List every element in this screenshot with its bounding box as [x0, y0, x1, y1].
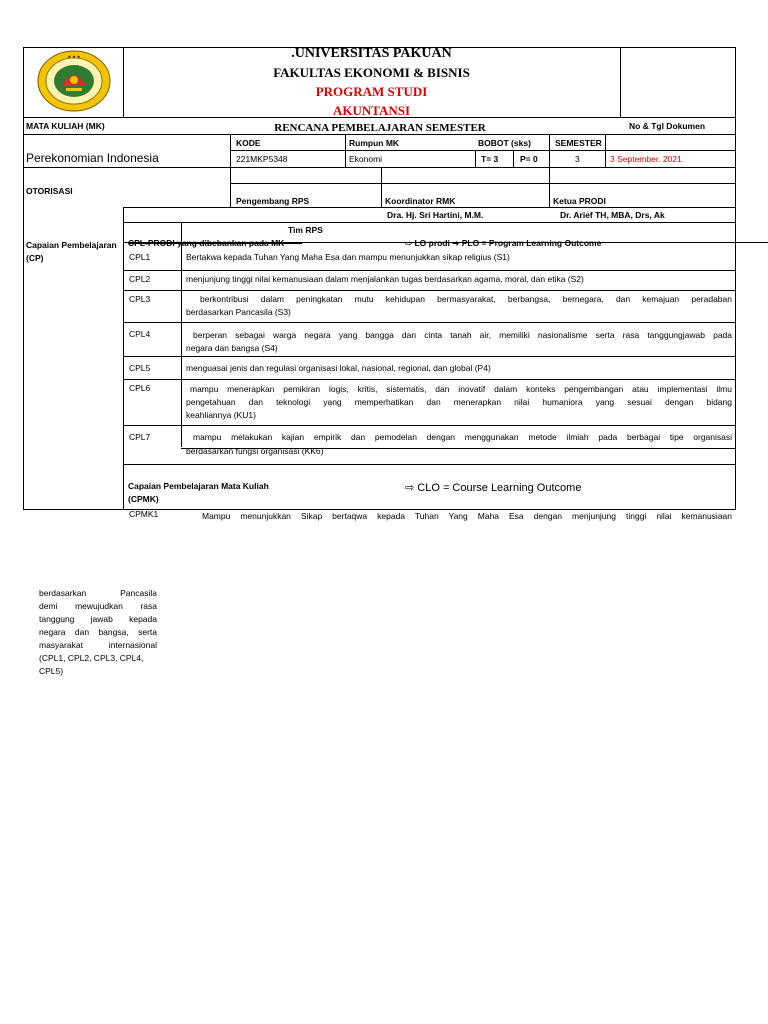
cpl4-code: CPL4: [129, 329, 151, 339]
cpl1-code: CPL1: [129, 252, 151, 262]
label-ketua: Ketua PRODI: [553, 196, 606, 206]
cpl3-text-line1: berkontribusi dalam peningkatan mutu kehidupan bermasyarakat, berbangsa, bernegara, dan kemajuan peradaban: [200, 294, 732, 304]
cpmk1-code: CPMK1: [129, 509, 159, 519]
cpmk-cont-line: negara dan bangsa, serta: [39, 627, 157, 637]
label-semester: SEMESTER: [555, 138, 602, 148]
koordinator-name: Dra. Hj. Sri Hartini, M.M.: [387, 210, 484, 220]
label-lo-prodi: ⇨ LO prodi ➔ PLO = Program Learning Outcome: [405, 238, 602, 248]
document-title: RENCANA PEMBELAJARAN SEMESTER: [274, 122, 486, 134]
program-title: PROGRAM STUDI: [315, 84, 428, 99]
cpmk-cont-line: berdasarkan Pancasila: [39, 588, 157, 598]
cpl2-text: menjunjung tinggi nilai kemanusiaan dalam menjalankan tugas berdasarkan agama, moral, dan etika (S2): [186, 274, 584, 284]
cpmk-cont-line: CPL5): [39, 666, 64, 676]
cpl7-text-line1: mampu melakukan kajian empirik dan pemodelan dengan menggunakan metode ilmiah pada berbagai tipe organisasi: [193, 432, 732, 442]
cpl4-text-line2: negara dan bangsa (S4): [186, 343, 278, 353]
svg-text:★ ★ ★: ★ ★ ★: [67, 54, 81, 59]
label-mata-kuliah: MATA KULIAH (MK): [26, 121, 105, 131]
course-rumpun: Ekonomi: [349, 154, 383, 164]
cpl5-text: menguasai jenis dan regulasi organisasi lokal, nasional, regional, dan global (P4): [186, 363, 491, 373]
cpl6-text-line2: pengetahuan dan teknologi yang memperhatikan dan menerapkan nilai humaniora yang sesuai dengan bidang: [186, 397, 732, 407]
label-capaian-pembelajaran: Capaian Pembelajaran (CP): [26, 240, 117, 263]
label-cpmk: Capaian Pembelajaran Mata Kuliah (CPMK): [128, 481, 269, 504]
cpmk1-text: Mampu menunjukkan Sikap bertaqwa kepada Tuhan Yang Maha Esa dengan menjunjung tinggi nilai kemanusiaan: [202, 511, 732, 521]
cpl7-text-line2: berdasarkan fungsi organisasi (KK6): [186, 446, 324, 456]
cpmk-cont-line: tanggung jawab kepada: [39, 614, 157, 624]
course-name: Perekonomian Indonesia: [26, 151, 159, 165]
university-title: .UNIVERSITAS PAKUAN: [291, 46, 452, 61]
cpl3-code: CPL3: [129, 294, 151, 304]
cpmk-cont-line: demi mewujudkan rasa: [39, 601, 157, 611]
bobot-t: T= 3: [481, 154, 499, 164]
cpl1-text: Bertakwa kepada Tuhan Yang Maha Esa dan mampu menunjukkan sikap religius (S1): [186, 252, 510, 262]
cpl7-code: CPL7: [129, 432, 151, 442]
cpl6-text-line3: keahliannya (KU1): [186, 410, 256, 420]
cpmk-cont-line: (CPL1, CPL2, CPL3, CPL4,: [39, 653, 144, 663]
cpl6-text-line1: mampu menerapkan pemikiran logis, kritis, sistematis, dan inovatif dalam konteks pengembangan atau implementasi ilmu: [190, 384, 732, 394]
label-no-tgl-dokumen: No & Tgl Dokumen: [629, 121, 706, 131]
cpl6-code: CPL6: [129, 383, 151, 393]
cpmk1-continuation: [39, 587, 157, 678]
label-koordinator: Koordinator RMK: [385, 196, 456, 206]
semester-value: 3: [575, 154, 580, 164]
faculty-title: FAKULTAS EKONOMI & BISNIS: [273, 65, 470, 80]
label-tim-rps: Tim RPS: [288, 225, 323, 235]
cpl5-code: CPL5: [129, 363, 151, 373]
label-kode: KODE: [236, 138, 261, 148]
course-code: 221MKP5348: [236, 154, 288, 164]
cpl3-text-line2: berdasarkan Pancasila (S3): [186, 307, 291, 317]
label-bobot: BOBOT (sks): [478, 138, 531, 148]
label-pengembang: Pengembang RPS: [236, 196, 310, 206]
label-otorisasi: OTORISASI: [26, 186, 73, 196]
program-name: AKUNTANSI: [332, 103, 411, 117]
cpmk-cont-line: masyarakat internasional: [39, 640, 157, 650]
label-rumpun: Rumpun MK: [349, 138, 400, 148]
label-clo: ⇨ CLO = Course Learning Outcome: [405, 482, 582, 494]
ketua-name: Dr. Arief TH, MBA, Drs, Ak: [560, 210, 665, 220]
cpl4-text-line1: berperan sebagai warga negara yang bangga dan cinta tanah air, memiliki nasionalisme serta rasa tanggungjawab pada: [193, 330, 732, 340]
bobot-p: P= 0: [520, 154, 538, 164]
cpl2-code: CPL2: [129, 274, 151, 284]
document-date: 3 September. 2021: [610, 154, 682, 164]
label-cpl-prodi: CPL-PRODI yang dibebankan pada MK: [128, 238, 285, 248]
university-logo: [36, 50, 112, 112]
